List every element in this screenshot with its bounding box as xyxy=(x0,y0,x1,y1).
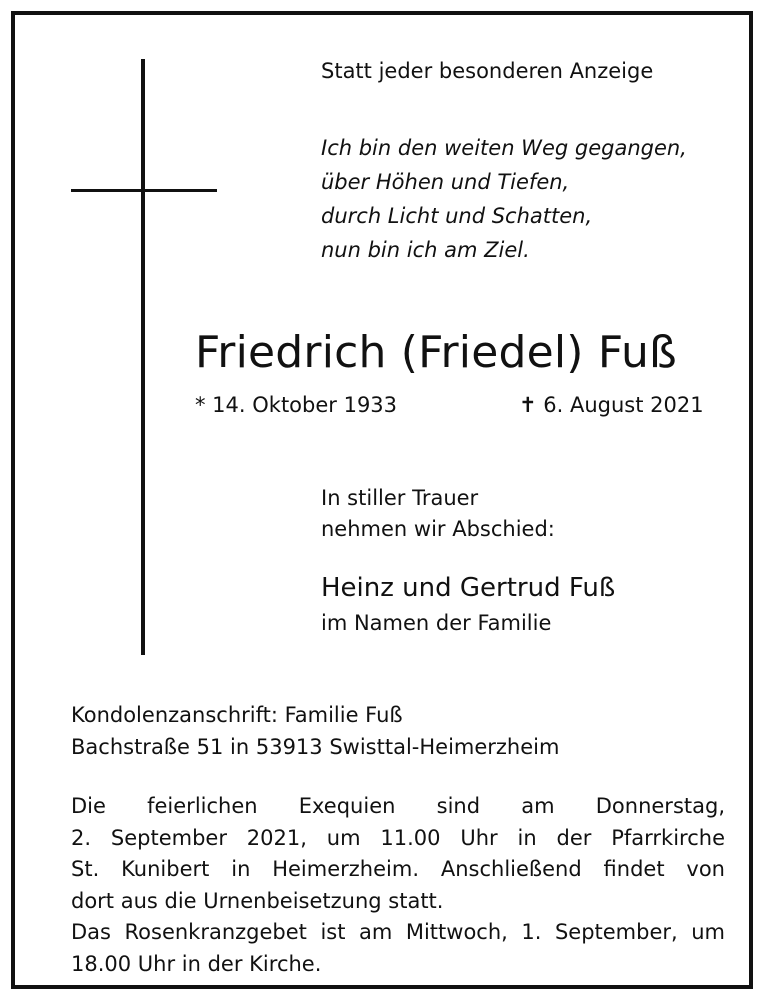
cross-horizontal-icon xyxy=(71,189,217,192)
family-names: Heinz und Gertrud Fuß xyxy=(321,573,616,603)
notice-line: Die feierlichen Exequien sind am Donnerstag, xyxy=(71,794,725,818)
notice-line: St. Kunibert in Heimerzheim. Anschließend findet von xyxy=(71,857,725,881)
deceased-name: Friedrich (Friedel) Fuß xyxy=(195,327,677,378)
service-notice xyxy=(71,791,725,980)
cross-vertical-icon xyxy=(141,59,145,655)
death-date: ✝ 6. August 2021 xyxy=(519,393,704,417)
header-text: Statt jeder besonderen Anzeige xyxy=(321,59,654,83)
notice-line: dort aus die Urnenbeisetzung statt. xyxy=(71,888,444,913)
condolence-address xyxy=(71,699,559,763)
address-line: Bachstraße 51 in 53913 Swisttal-Heimerzheim xyxy=(71,735,560,759)
notice-line: Das Rosenkranzgebet ist am Mittwoch, 1. September, um xyxy=(71,920,725,944)
birth-date: * 14. Oktober 1933 xyxy=(195,393,398,417)
address-line: Kondolenzanschrift: Familie Fuß xyxy=(71,703,403,727)
notice-line: 18.00 Uhr in der Kirche. xyxy=(71,951,322,976)
poem xyxy=(321,131,687,267)
poem-line: nun bin ich am Ziel. xyxy=(321,238,530,262)
mourning-text xyxy=(321,483,555,545)
mourning-line: nehmen wir Abschied: xyxy=(321,517,555,541)
notice-line: 2. September 2021, um 11.00 Uhr in der Pfarrkirche xyxy=(71,825,725,850)
obituary-frame xyxy=(11,11,753,989)
family-subtitle: im Namen der Familie xyxy=(321,611,552,635)
poem-line: Ich bin den weiten Weg gegangen, xyxy=(321,136,687,160)
poem-line: über Höhen und Tiefen, xyxy=(321,170,570,194)
poem-line: durch Licht und Schatten, xyxy=(321,204,593,228)
mourning-line: In stiller Trauer xyxy=(321,486,479,510)
